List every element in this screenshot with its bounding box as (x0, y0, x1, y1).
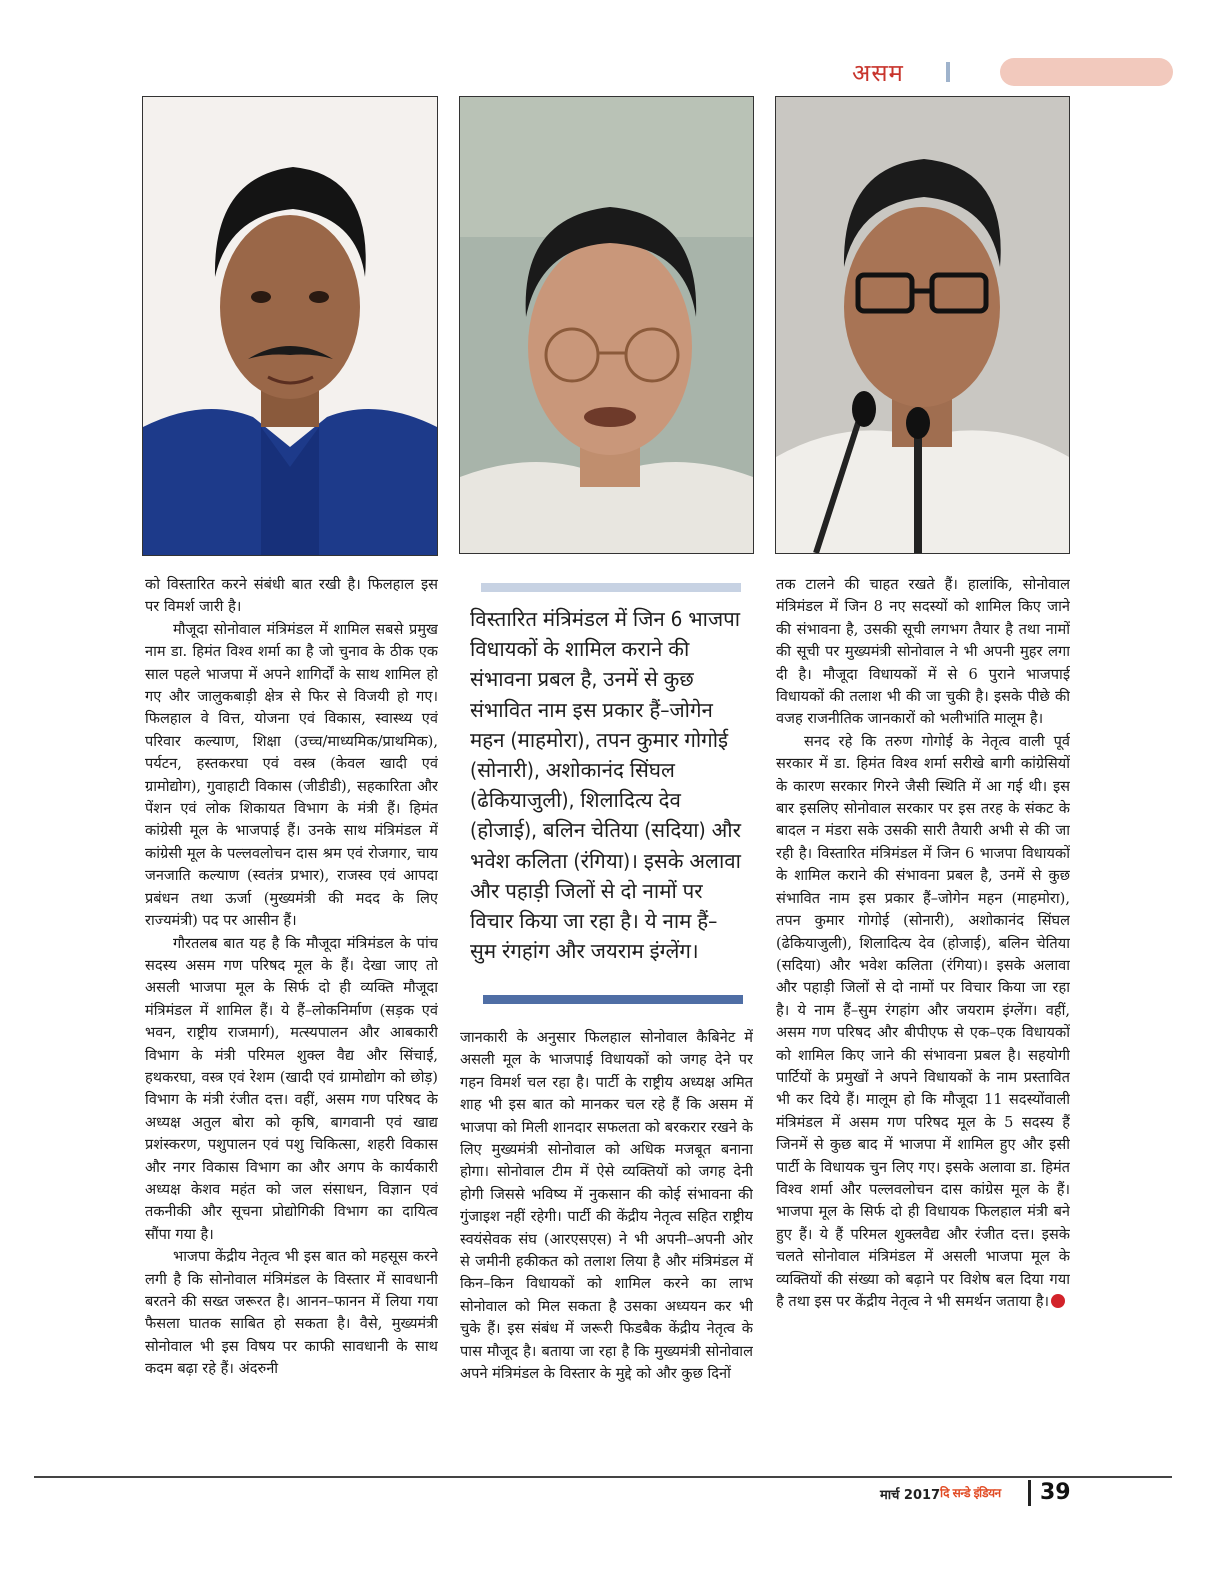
article-column-1 (145, 574, 438, 1464)
section-pill-decoration (1000, 58, 1173, 86)
footer-separator (1028, 1480, 1031, 1506)
end-of-article-mark (1051, 1294, 1065, 1308)
paragraph-with-end-mark (776, 731, 1070, 1314)
portrait-illustration (143, 97, 437, 555)
pullquote: विस्तारित मंत्रिमंडल में जिन 6 भाजपा विधायकों के शामिल कराने की संभावना प्रबल है, उनमें से कुछ संभावित नाम इस प्रकार हैं–जोगेन महन (माहमोरा), तपन कुमार गोगोई (सोनारी), अशोकानंद सिंघल (ढेकियाजुली), शिलादित्य देव (होजाई), बलिन चेतिया (सदिया) और भवेश कलिता (रंगिया)। इसके अलावा और पहाड़ी जिलों से दो नामों पर विचार किया जा रहा है। ये नाम हैं–सुम रंगहांग और जयराम इंग्लेंग। (470, 607, 741, 964)
paragraph: गौरतलब बात यह है कि मौजूदा मंत्रिमंडल के पांच सदस्य असम गण परिषद मूल के हैं। देखा जाए तो असली भाजपा मूल के सिर्फ दो ही व्यक्ति मौजूदा मंत्रिमंडल में शामिल हैं। ये हैं–लोकनिर्माण (सड़क एवं भवन, राष्ट्रीय राजमार्ग), मत्स्यपालन और आबकारी विभाग के मंत्री परिमल शुक्ल वैद्य और सिंचाई, हथकरघा, वस्त्र एवं रेशम (खादी एवं ग्रामोद्योग को छोड़) विभाग के मंत्री रंजीत दत्त। वहीं, असम गण परिषद के अध्यक्ष अतुल बोरा को कृषि, बागवानी एवं खाद्य प्रशंस्करण, पशुपालन एवं पशु चिकित्सा, शहरी विकास और नगर विकास विभाग का और अगप के कार्यकारी अध्यक्ष केशव महंत को जल संसाधन, विज्ञान एवं तकनीकी और सूचना प्रोद्योगिकी विभाग का दायित्व सौंपा गया है। (145, 934, 438, 1243)
pullquote-rule-bottom (483, 995, 743, 1004)
magazine-brand: दि सन्डे इंडियन (940, 1486, 1001, 1500)
paragraph: तक टालने की चाहत रखते हैं। हालांकि, सोनोवाल मंत्रिमंडल में जिन 8 नए सदस्यों को शामिल किए जाने की संभावना है, उसकी सूची लगभग तैयार है तथा नामों की सूची पर मुख्यमंत्री सोनोवाल ने भी अपनी मुहर लगा दी है। मौजूदा विधायकों में से 6 पुराने भाजपाई विधायकों की तलाश भी की जा चुकी है। इसके पीछे की वजह राजनीतिक जानकारों को भलीभांति मालूम है। (776, 576, 1070, 728)
pullquote-rule-top (481, 583, 741, 592)
paragraph: को विस्तारित करने संबंधी बात रखी है। फिलहाल इस पर विमर्श जारी है। (145, 576, 438, 616)
section-divider (946, 62, 950, 82)
footer-rule (34, 1476, 1172, 1478)
article-column-2 (460, 1027, 753, 1467)
paragraph: मौजूदा सोनोवाल मंत्रिमंडल में शामिल सबसे प्रमुख नाम डा. हिमंत विश्व शर्मा का है जो चुनाव के ठीक एक साल पहले भाजपा में अपने शागिर्दों के साथ शामिल हो गए और जालुकबाड़ी क्षेत्र से फिर से विजयी हो गए। फिलहाल वे वित्त, योजना एवं विकास, स्वास्थ्य एवं परिवार कल्याण, शिक्षा (उच्च/माध्यमिक/प्राथमिक), पर्यटन, हस्तकरघा एवं वस्त्र (केवल खादी एवं ग्रामोद्योग), गुवाहाटी विकास (जीडीडी), सहकारिता और पेंशन एवं लोक शिकायत विभाग के मंत्री हैं। हिमंत कांग्रेसी मूल के भाजपाई हैं। उनके साथ मंत्रिमंडल में कांग्रेसी मूल के पल्लवलोचन दास श्रम एवं रोजगार, चाय जनजाति कल्याण (स्वतंत्र प्रभार), राजस्व एवं आपदा प्रबंधन तथा ऊर्जा (मुख्यमंत्री की मदद के लिए राज्यमंत्री) पद पर आसीन हैं। (145, 620, 438, 930)
issue-date: मार्च 2017 (880, 1488, 941, 1503)
article-column-3 (776, 574, 1070, 1464)
politician-portrait-left (142, 96, 438, 556)
politician-portrait-right (775, 96, 1070, 554)
section-label: असम (852, 59, 904, 87)
page-number: 39 (1040, 1480, 1071, 1505)
paragraph-text: सनद रहे कि तरुण गोगोई के नेतृत्व वाली पूर्व सरकार में डा. हिमंत विश्व शर्मा सरीखे बागी कांग्रेसियों के कारण सरकार गिरने जैसी स्थिति में आ गई थी। इस बार इसलिए सोनोवाल सरकार पर इस तरह के संकट के बादल न मंडरा सके उसकी सारी तैयारी अभी से की जा रही है। विस्तारित मंत्रिमंडल में जिन 6 भाजपा विधायकों के शामिल कराने की संभावना प्रबल है, उनमें से कुछ संभावित नाम इस प्रकार हैं–जोगेन महन (माहमोरा), तपन कुमार गोगोई (सोनारी), अशोकानंद सिंघल (ढेकियाजुली), शिलादित्य देव (होजाई), बलिन चेतिया (सदिया) और भवेश कलिता (रंगिया)। इसके अलावा और पहाड़ी जिलों से दो नामों पर विचार किया जा रहा है। ये नाम हैं–सुम रंगहांग और जयराम इंग्लेंग। वहीं, असम गण परिषद और बीपीएफ से एक–एक विधायकों को शामिल किए जाने की संभावना प्रबल है। सहयोगी पार्टियों के प्रमुखों ने अपने विधायकों के नाम प्रस्तावित भी कर दिये हैं। मालूम हो कि मौजूदा 11 सदस्योंवाली मंत्रिमंडल में असम गण परिषद मूल के 5 सदस्य हैं जिनमें से कुछ बाद में भाजपा में शामिल हुए और इसी पार्टी के विधायक चुन लिए गए। इसके अलावा डा. हिमंत विश्व शर्मा और पल्लवलोचन दास कांग्रेस मूल के हैं। भाजपा मूल के सिर्फ दो ही विधायक फिलहाल मंत्री बने हुए हैं। ये हैं परिमल शुक्लवैद्य और रंजीत दत्त। इसके चलते सोनोवाल मंत्रिमंडल में असली भाजपा मूल के व्यक्तियों की संख्या को बढ़ाने पर विशेष बल दिया गया है तथा इस पर केंद्रीय नेतृत्व ने भी समर्थन जताया है। (776, 732, 1070, 1310)
paragraph: जानकारी के अनुसार फिलहाल सोनोवाल कैबिनेट में असली मूल के भाजपाई विधायकों को जगह देने पर गहन विमर्श चल रहा है। पार्टी के राष्ट्रीय अध्यक्ष अमित शाह भी इस बात को मानकर चल रहे हैं कि असम में भाजपा को मिली शानदार सफलता को बरकरार रखने के लिए मुख्यमंत्री सोनोवाल को अधिक मजबूत बनाना होगा। सोनोवाल टीम में ऐसे व्यक्तियों को जगह देनी होगी जिससे भविष्य में नुकसान की कोई संभावना की गुंजाइश नहीं रहेगी। पार्टी की केंद्रीय नेतृत्व सहित राष्ट्रीय स्वयंसेवक संघ (आरएसएस) ने भी अपनी–अपनी ओर से जमीनी हकीकत को तलाश लिया है और मंत्रिमंडल में किन–किन विधायकों को शामिल करने का लाभ सोनोवाल को मिल सकता है उसका अध्ययन कर भी चुके हैं। इस संबंध में जरूरी फिडबैक केंद्रीय नेतृत्व के पास मौजूद है। बताया जा रहा है कि मुख्यमंत्री सोनोवाल अपने मंत्रिमंडल के विस्तार के मुद्दे को और कुछ दिनों (460, 1029, 753, 1383)
paragraph: भाजपा केंद्रीय नेतृत्व भी इस बात को महसूस करने लगी है कि सोनोवाल मंत्रिमंडल के विस्तार में सावधानी बरतने की सख्त जरूरत है। आनन–फानन में लिया गया फैसला घातक साबित हो सकता है। वैसे, मुख्यमंत्री सोनोवाल भी इस विषय पर काफी सावधानी के साथ कदम बढ़ा रहे हैं। अंदरुनी (145, 1248, 438, 1378)
portrait-illustration (776, 97, 1069, 553)
portrait-illustration (460, 97, 753, 553)
politician-portrait-center (459, 96, 754, 554)
